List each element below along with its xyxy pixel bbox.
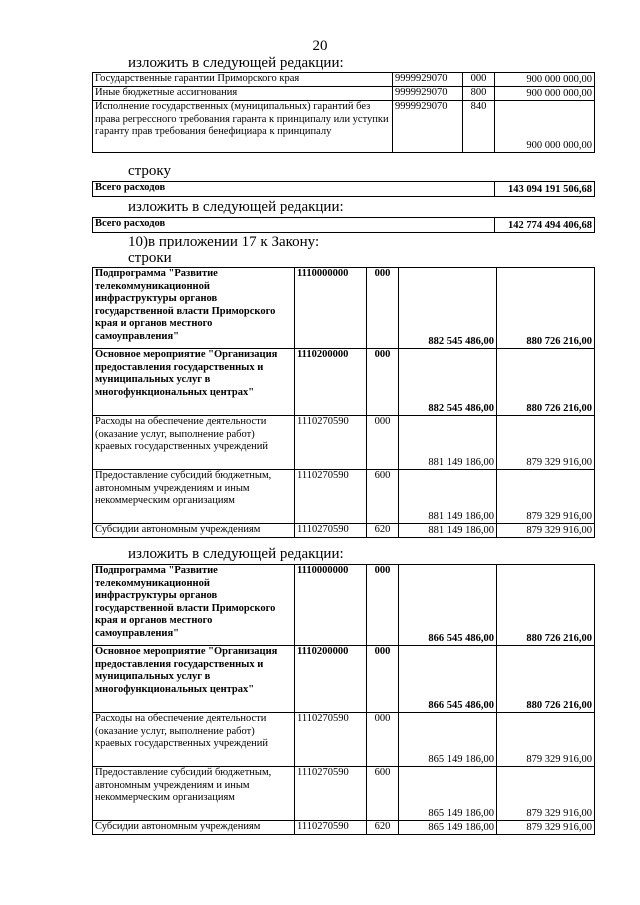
row-type: 000 bbox=[463, 73, 495, 87]
row-year1: 881 149 186,00 bbox=[399, 416, 497, 470]
row-name: Субсидии автономным учреждениям bbox=[93, 821, 295, 835]
table-row bbox=[93, 101, 595, 153]
row-name: Государственные гарантии Приморского края bbox=[93, 73, 393, 87]
table-row bbox=[93, 349, 595, 416]
row-year1: 866 545 486,00 bbox=[399, 646, 497, 713]
row-year2: 879 329 916,00 bbox=[497, 524, 595, 538]
row-type: 000 bbox=[367, 646, 399, 713]
table-row bbox=[93, 470, 595, 524]
row-type: 000 bbox=[367, 713, 399, 767]
row-code: 1110270590 bbox=[295, 713, 367, 767]
row-code: 1110200000 bbox=[295, 646, 367, 713]
table-row bbox=[93, 416, 595, 470]
row-type: 620 bbox=[367, 821, 399, 835]
row-year2: 880 726 216,00 bbox=[497, 349, 595, 416]
table-row bbox=[93, 821, 595, 835]
row-name: Исполнение государственных (муниципальных) гарантий без права регрессного требования гаранта к принципалу или уступки гаранту прав требования бенефициара к принципалу bbox=[93, 101, 393, 153]
row-type: 600 bbox=[367, 767, 399, 821]
row-year1: 866 545 486,00 bbox=[399, 565, 497, 646]
row-name: Субсидии автономным учреждениям bbox=[93, 524, 295, 538]
row-name: Подпрограмма "Развитие телекоммуникационной инфраструктуры органов государственной власти Приморского края и органов местного самоуправления" bbox=[93, 268, 295, 349]
total-new-table bbox=[92, 217, 595, 233]
row-type: 620 bbox=[367, 524, 399, 538]
row-year1: 865 149 186,00 bbox=[399, 821, 497, 835]
intro-edit-3: изложить в следующей редакции: bbox=[128, 546, 344, 562]
table-row bbox=[93, 73, 595, 87]
row-year1: 865 149 186,00 bbox=[399, 767, 497, 821]
row-year2: 879 329 916,00 bbox=[497, 821, 595, 835]
guarantees-table bbox=[92, 72, 595, 153]
row-type: 000 bbox=[367, 349, 399, 416]
word-stroku: строку bbox=[128, 163, 171, 179]
table-row bbox=[93, 646, 595, 713]
table-row bbox=[93, 524, 595, 538]
row-year1: 882 545 486,00 bbox=[399, 349, 497, 416]
row-year2: 879 329 916,00 bbox=[497, 713, 595, 767]
total-old-label: Всего расходов bbox=[93, 182, 495, 197]
row-year2: 880 726 216,00 bbox=[497, 565, 595, 646]
table-row bbox=[93, 268, 595, 349]
row-type: 000 bbox=[367, 268, 399, 349]
row-name: Основное мероприятие "Организация предоставления государственных и муниципальных услуг в многофункциональных центрах" bbox=[93, 646, 295, 713]
row-year2: 880 726 216,00 bbox=[497, 268, 595, 349]
total-new-label: Всего расходов bbox=[93, 218, 495, 233]
row-code: 1110270590 bbox=[295, 821, 367, 835]
intro-edit-1: изложить в следующей редакции: bbox=[128, 55, 344, 71]
row-year2: 879 329 916,00 bbox=[497, 416, 595, 470]
subprogram-table-old bbox=[92, 267, 595, 538]
table-row bbox=[93, 767, 595, 821]
page-number: 20 bbox=[312, 38, 328, 54]
subprogram-table-new bbox=[92, 564, 595, 835]
row-code: 1110270590 bbox=[295, 470, 367, 524]
row-year1: 881 149 186,00 bbox=[399, 524, 497, 538]
row-name: Иные бюджетные ассигнования bbox=[93, 87, 393, 101]
row-name: Расходы на обеспечение деятельности (оказание услуг, выполнение работ) краевых государственных учреждений bbox=[93, 416, 295, 470]
row-year2: 880 726 216,00 bbox=[497, 646, 595, 713]
row-code: 1110000000 bbox=[295, 565, 367, 646]
row-amount: 900 000 000,00 bbox=[495, 101, 595, 153]
row-code: 1110270590 bbox=[295, 416, 367, 470]
table-row bbox=[93, 565, 595, 646]
item-10: 10)в приложении 17 к Закону: bbox=[128, 234, 320, 250]
row-name: Расходы на обеспечение деятельности (оказание услуг, выполнение работ) краевых государственных учреждений bbox=[93, 713, 295, 767]
total-old-table bbox=[92, 181, 595, 197]
row-year2: 879 329 916,00 bbox=[497, 470, 595, 524]
row-type: 800 bbox=[463, 87, 495, 101]
row-year2: 879 329 916,00 bbox=[497, 767, 595, 821]
total-new-amount: 142 774 494 406,68 bbox=[495, 218, 595, 233]
row-name: Основное мероприятие "Организация предоставления государственных и муниципальных услуг в многофункциональных центрах" bbox=[93, 349, 295, 416]
row-year1: 882 545 486,00 bbox=[399, 268, 497, 349]
table-row bbox=[93, 713, 595, 767]
row-code: 1110000000 bbox=[295, 268, 367, 349]
row-type: 000 bbox=[367, 565, 399, 646]
row-year1: 881 149 186,00 bbox=[399, 470, 497, 524]
row-code: 9999929070 bbox=[393, 101, 463, 153]
table-row bbox=[93, 87, 595, 101]
row-code: 1110200000 bbox=[295, 349, 367, 416]
row-type: 000 bbox=[367, 416, 399, 470]
row-name: Предоставление субсидий бюджетным, автономным учреждениям и иным некоммерческим организациям bbox=[93, 470, 295, 524]
row-code: 9999929070 bbox=[393, 87, 463, 101]
row-amount: 900 000 000,00 bbox=[495, 87, 595, 101]
row-code: 1110270590 bbox=[295, 524, 367, 538]
row-code: 1110270590 bbox=[295, 767, 367, 821]
word-stroki: строки bbox=[128, 250, 172, 266]
row-name: Подпрограмма "Развитие телекоммуникационной инфраструктуры органов государственной власти Приморского края и органов местного самоуправления" bbox=[93, 565, 295, 646]
row-code: 9999929070 bbox=[393, 73, 463, 87]
row-type: 600 bbox=[367, 470, 399, 524]
row-type: 840 bbox=[463, 101, 495, 153]
intro-edit-2: изложить в следующей редакции: bbox=[128, 199, 344, 215]
total-old-amount: 143 094 191 506,68 bbox=[495, 182, 595, 197]
row-name: Предоставление субсидий бюджетным, автономным учреждениям и иным некоммерческим организациям bbox=[93, 767, 295, 821]
row-amount: 900 000 000,00 bbox=[495, 73, 595, 87]
row-year1: 865 149 186,00 bbox=[399, 713, 497, 767]
